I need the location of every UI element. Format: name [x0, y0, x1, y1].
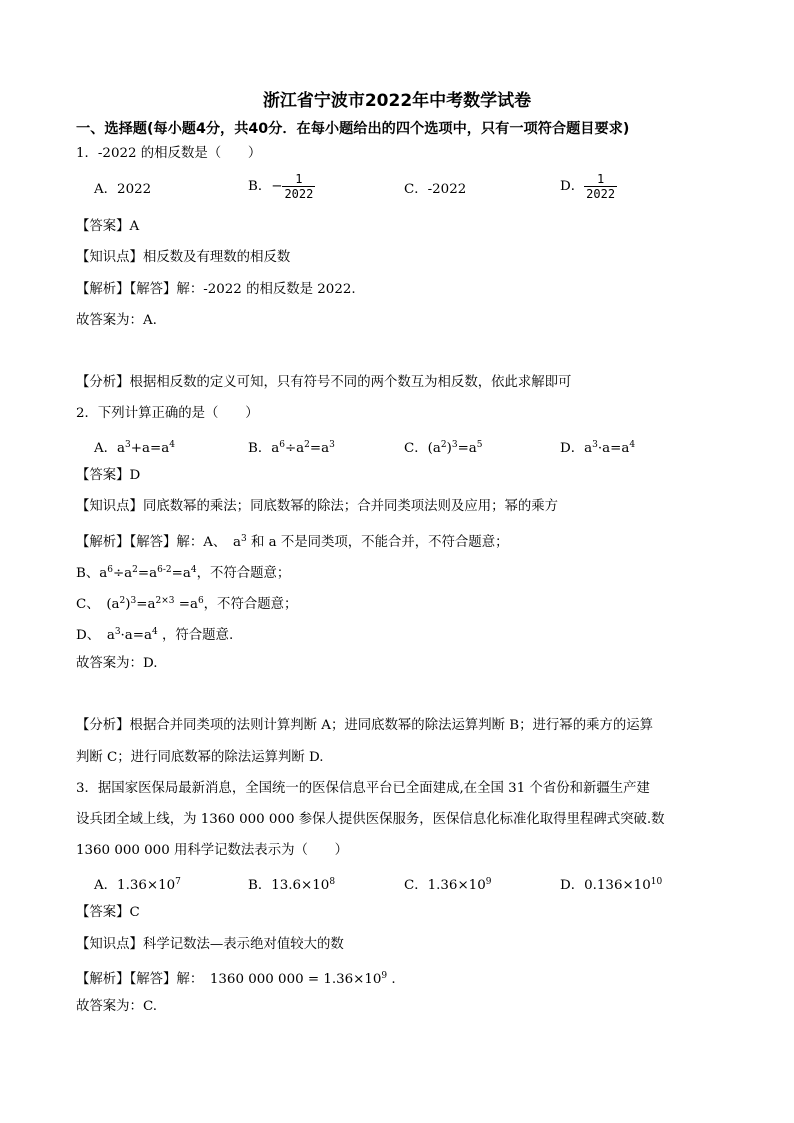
q2-analysis-c: [76, 591, 297, 615]
exponent: 3: [125, 440, 131, 450]
exponent: 4: [169, 440, 175, 450]
exponent: 9: [381, 971, 388, 981]
fraction-numerator: 1: [295, 172, 303, 186]
exponent: 6: [197, 596, 204, 606]
text: =a: [171, 566, 191, 581]
exponent: 2: [304, 440, 310, 450]
text: ÷a: [112, 566, 133, 581]
q3-analysis: [76, 966, 396, 990]
exponent: 6-2: [157, 565, 172, 575]
q2-stem: 2．下列计算正确的是（ ）: [76, 406, 259, 421]
text: C、 (a: [76, 597, 120, 612]
q3-option-a: [94, 872, 181, 896]
exponent: 8: [329, 877, 336, 887]
section-heading: 一、选择题(每小题4分，共40分．在每小题给出的四个选项中，只有一项符合题目要求): [76, 121, 630, 137]
text: ): [125, 597, 131, 612]
q3-conclusion: 故答案为：C.: [76, 999, 157, 1014]
q2-conclusion: 故答案为：D.: [76, 656, 158, 671]
q2-option-b: [248, 435, 335, 459]
exponent: 3: [592, 440, 598, 450]
exponent: 2: [440, 440, 447, 450]
q2-option-a: [94, 435, 175, 459]
q3-stem-line1: 3．据国家医保局最新消息，全国统一的医保信息平台已全面建成,在全国 31 个省份和新疆生产建: [76, 781, 650, 796]
q1-knowledge: 【知识点】相反数及有理数的相反数: [76, 250, 291, 265]
text: B、a: [76, 566, 108, 581]
text: +a=a: [130, 441, 170, 456]
exponent: 6: [107, 565, 113, 575]
text: =a: [174, 597, 198, 612]
fraction-denominator: 2022: [284, 187, 314, 201]
text: 和 a 不是同类项，不能合并，不符合题意；: [246, 535, 509, 550]
q1-option-b-prefix: B．−: [248, 179, 283, 194]
text: B．a: [248, 441, 280, 456]
q3-stem-line3: 1360 000 000 用科学记数法表示为（ ）: [76, 843, 349, 858]
text: =a: [137, 566, 158, 581]
text: =a: [309, 441, 330, 456]
exponent: 4: [190, 565, 197, 575]
text: =a: [136, 597, 156, 612]
fraction-denominator: 2022: [586, 187, 616, 201]
q1-option-d: [560, 172, 617, 201]
q1-option-a: A．2022: [94, 182, 152, 197]
text: D．0.136×10: [560, 878, 651, 893]
text: ，不符合题意；: [203, 597, 298, 612]
exponent: 6: [279, 440, 285, 450]
q3-option-c: [404, 872, 491, 896]
exponent: 3: [130, 596, 137, 606]
q3-knowledge: 【知识点】科学记数法—表示绝对值较大的数: [76, 937, 344, 952]
q1-note: 【分析】根据相反数的定义可知，只有符号不同的两个数互为相反数，依此求解即可: [76, 375, 572, 390]
q2-option-d: [560, 435, 635, 459]
text: 【解析】【解答】解： 1360 000 000 = 1.36×10: [76, 972, 382, 987]
q2-analysis-d: [76, 622, 233, 646]
text: A．a: [94, 441, 126, 456]
exponent: 7: [175, 877, 181, 887]
q1-option-d-fraction: [584, 172, 617, 201]
fraction-numerator: 1: [596, 172, 605, 186]
exponent: 2×3: [155, 596, 175, 606]
text: D、 a: [76, 628, 115, 643]
exponent: 4: [152, 627, 158, 637]
text: =a: [457, 441, 477, 456]
text: ): [446, 441, 452, 456]
text: C．1.36×10: [404, 878, 486, 893]
page-title: 浙江省宁波市2022年中考数学试卷: [262, 91, 532, 111]
exponent: 4: [629, 440, 636, 450]
exponent: 9: [485, 877, 492, 887]
text: ，不符合题意；: [196, 566, 291, 581]
exponent: 2: [119, 596, 126, 606]
text: ，符合题意.: [157, 628, 234, 643]
q3-stem-line2: 设兵团全域上线，为 1360 000 000 参保人提供医保服务，医保信息化标准化取得里程碑式突破.数: [76, 812, 665, 827]
text: ·a=a: [597, 441, 630, 456]
q1-conclusion: 故答案为：A.: [76, 313, 157, 328]
q2-option-c: [404, 435, 483, 459]
q2-analysis-b: [76, 560, 290, 584]
text: B．13.6×10: [248, 878, 330, 893]
q1-stem: 1．-2022 的相反数是（ ）: [76, 146, 262, 161]
q1-answer: 【答案】A: [76, 219, 140, 234]
q2-analysis-a: [76, 529, 508, 553]
q3-option-b: [248, 872, 335, 896]
text: .: [387, 972, 396, 987]
text: ·a=a: [120, 628, 152, 643]
exponent: 3: [451, 440, 458, 450]
q1-option-b-fraction: [282, 172, 315, 201]
exponent: 10: [650, 877, 663, 887]
q3-option-d: [560, 872, 662, 896]
q1-option-d-prefix: D．: [560, 179, 585, 194]
text: C．(a: [404, 441, 441, 456]
q2-note-line2: 判断 C；进行同底数幂的除法运算判断 D.: [76, 750, 324, 765]
exponent: 2: [132, 565, 138, 575]
exponent: 3: [114, 627, 121, 637]
exponent: 5: [476, 440, 483, 450]
q1-option-b: [248, 172, 315, 201]
q1-option-c: C．-2022: [404, 182, 467, 197]
exponent: 3: [240, 534, 247, 544]
text: A．1.36×10: [94, 878, 176, 893]
q2-note-line1: 【分析】根据合并同类项的法则计算判断 A；进同底数幂的除法运算判断 B；进行幂的乘方的运算: [76, 718, 654, 733]
text: 【解析】【解答】解：A、 a: [76, 535, 241, 550]
q3-answer: 【答案】C: [76, 905, 140, 920]
q2-answer: 【答案】D: [76, 468, 141, 483]
q1-analysis: 【解析】【解答】解：-2022 的相反数是 2022.: [76, 282, 356, 297]
text: ÷a: [284, 441, 305, 456]
text: D．a: [560, 441, 593, 456]
q2-knowledge: 【知识点】同底数幂的乘法；同底数幂的除法；合并同类项法则及应用；幂的乘方: [76, 499, 559, 514]
exponent: 3: [329, 440, 335, 450]
